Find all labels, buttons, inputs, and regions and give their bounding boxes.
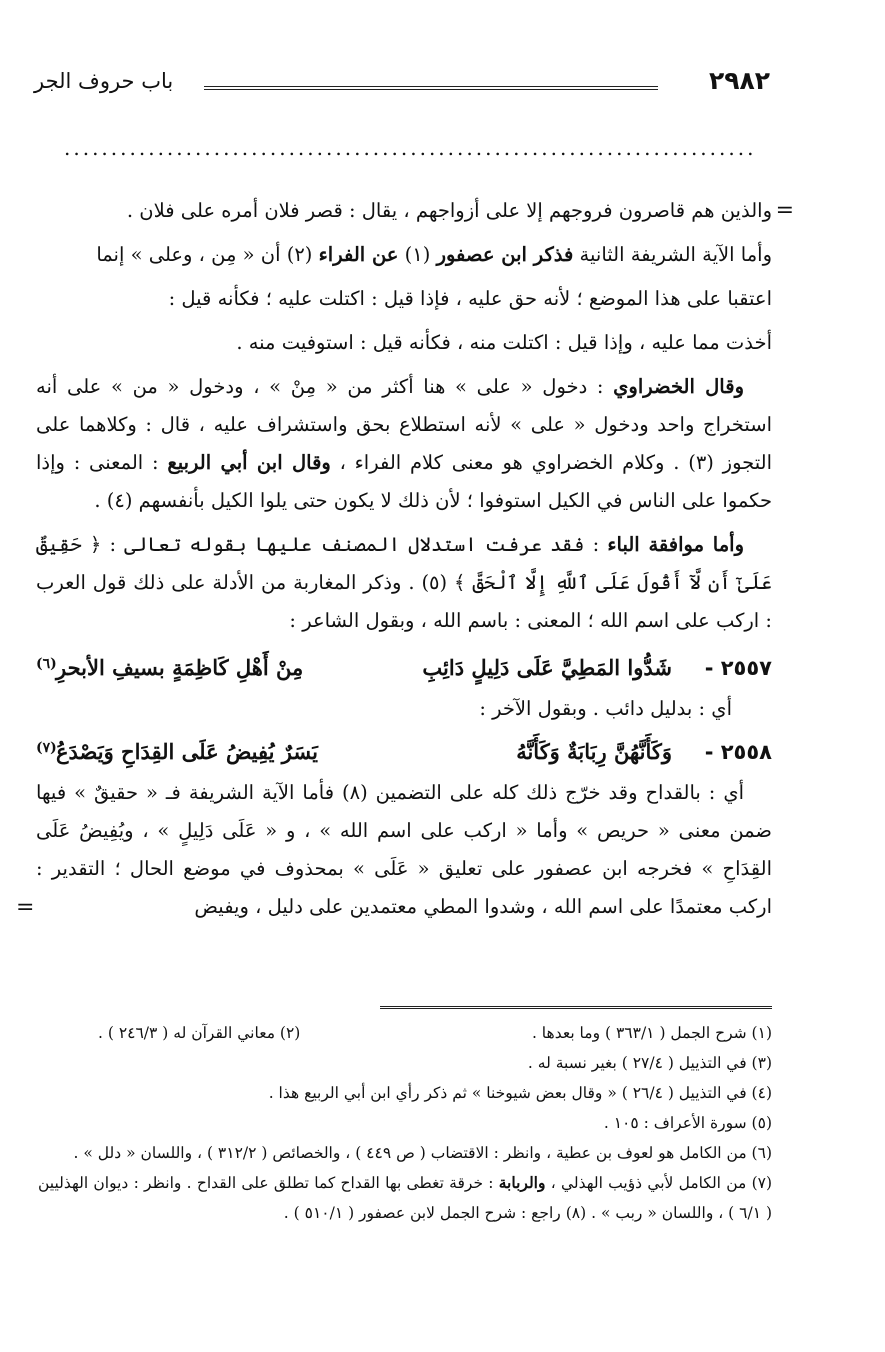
verse-2557 [36, 646, 772, 690]
text-run: : المعنى : وإذا حكموا على الناس في الكيل استوفوا ؛ لأن ذلك لا يكون حتى يلوا الكيل بأنفسهم (٤) . [36, 451, 772, 512]
header-double-rule [204, 86, 658, 90]
bold-run: فذكر ابن عصفور [436, 243, 574, 266]
verse-hemistich-2: مِنْ أَهْلِ كَاظِمَةٍ بسيفِ الأبحرِ [56, 655, 304, 680]
paragraph-1-line-1: والذين هم قاصرون فروجهم إلا على أزواجهم ، يقال : قصر فلان أمره على فلان . [126, 199, 772, 222]
paragraph-1-line-4: أخذت مما عليه ، وإذا قيل : اكتلت منه ، فكأنه قيل : استوفيت منه . [236, 331, 772, 354]
verse-commentary: أي : بدليل دائب . وبقول الآخر : [479, 697, 732, 720]
verse-2558 [36, 730, 772, 774]
verse-number: ٢٥٥٨ - [704, 740, 772, 764]
closing-paragraph-wrap [16, 774, 772, 926]
verse-hemistich-1: وَكَأَنَّهُنَّ رِبَابَةٌ وَكَأَنَّهُ [516, 739, 672, 764]
paragraph-1-line-2 [36, 236, 772, 274]
text-run: وأما الآية الشريفة الثانية [579, 243, 772, 266]
footnote-5: (٥) سورة الأعراف : ١٠٥ . [603, 1114, 772, 1132]
paragraph-3 [36, 526, 772, 640]
main-text [16, 192, 794, 932]
text-run: : فقد عرفت استدلال المصنف عليها بقوله تعالى : ﴿ حَقِيقٌ عَلَىٰٓ أَن لَّآ أَقُولَ عَلَى ٱللَّهِ إِلَّا ٱلْحَقَّ ﴾ (٥) . وذكر المغاربة من الأدلة على ذلك قول العرب : اركب على اسم الله ؛ المعنى : باسم الله ، وبقول الشاعر : [36, 533, 772, 632]
page-number: ٢٩٨٢ [708, 66, 770, 95]
footnote-7 [38, 1168, 772, 1228]
text-run: : دخول « على » هنا أكثر من « مِنْ » ، ودخول « من » على أنه استخراج واحد ودخول « على » لأنه استطلاع بحق واستشراف عليه ، قال : وكلاهما على التجوز (٣) . وكلام الخضراوي هو معنى كلام الفراء ، [36, 375, 772, 474]
footnote-ref: (٦) [36, 656, 57, 672]
footnotes [38, 1018, 772, 1228]
verse-hemistich-1: شَدُّوا المَطِيَّ عَلَى دَلِيلٍ دَائِبِ [422, 655, 672, 680]
footnote-row [38, 1018, 772, 1048]
verse-number: ٢٥٥٧ - [704, 656, 772, 680]
dotted-separator: .......................................................................... [64, 138, 757, 158]
paragraph-2 [36, 368, 772, 520]
text-run: : خرقة تغطى بها القداح كما تطلق على القداح . وانظر : ديوان الهذليين ( ٦/١ ) ، واللسان « ربب » . [38, 1174, 772, 1222]
continuation-mark: = [775, 198, 794, 223]
closing-paragraph: أي : بالقداح وقد خرّج ذلك كله على التضمين (٨) فأما الآية الشريفة فـ « حقيقٌ » فيها ضمن معنى « حريص » وأما « اركب على اسم الله » ، و « عَلَى دَلِيلٍ » ، ويُفِيضُ عَلَى القِدَاحِ » فخرجه ابن عصفور على تعليق « عَلَى » بمحذوف في موضع الحال ؛ التقدير : اركب معتمدًا على اسم الله ، وشدوا المطي معتمدين على دليل ، ويفيض [36, 781, 772, 918]
footnote-3: (٣) في التذييل ( ٢٧/٤ ) بغير نسبة له . [527, 1054, 772, 1072]
footnote-6: (٦) من الكامل هو لعوف بن عطية ، وانظر : الاقتضاب ( ص ٤٤٩ ) ، والخصائص ( ٣١٢/٢ ) ، واللسان « دلل » . [73, 1144, 772, 1162]
bold-run: وقال ابن أبي الربيع [167, 451, 331, 474]
continuation-end-mark: = [16, 895, 35, 920]
footnote-ref: (٧) [36, 740, 57, 756]
footnote-2: (٢) معاني القرآن له ( ٢٤٦/٣ ) . [98, 1024, 301, 1042]
footnote-4: (٤) في التذييل ( ٢٦/٤ ) « وقال بعض شيوخنا » ثم ذكر رأي ابن أبي الربيع هذا . [268, 1084, 772, 1102]
footnote-ref: (١) [404, 243, 431, 266]
footnote-1: (١) شرح الجمل ( ٣٦٣/١ ) وما بعدها . [531, 1024, 772, 1042]
page-header [34, 64, 770, 104]
running-title: باب حروف الجر [34, 69, 174, 93]
paragraph-1-line-3: اعتقبا على هذا الموضع ؛ لأنه حق عليه ، فإذا قيل : اكتلت عليه ؛ فكأنه قيل : [168, 287, 772, 310]
bold-run: والربابة [498, 1173, 546, 1192]
footnote-separator [380, 1006, 772, 1009]
footnote-8: (٨) راجع : شرح الجمل لابن عصفور ( ٥١٠/١ ) . [283, 1204, 587, 1222]
text-run: (٧) من الكامل لأبي ذؤيب الهذلي ، [550, 1174, 773, 1192]
bold-run: عن الفراء [318, 243, 399, 266]
bold-lead: وقال الخضراوي [613, 375, 744, 398]
verse-hemistich-2: يَسَرٌ يُفِيضُ عَلَى القِدَاحِ وَيَصْدَعُ [56, 739, 318, 764]
bold-lead: وأما موافقة الباء [607, 533, 745, 556]
text-run: (٢) أن « مِن ، وعلى » إنما [96, 243, 313, 266]
paragraph-1 [36, 192, 794, 362]
